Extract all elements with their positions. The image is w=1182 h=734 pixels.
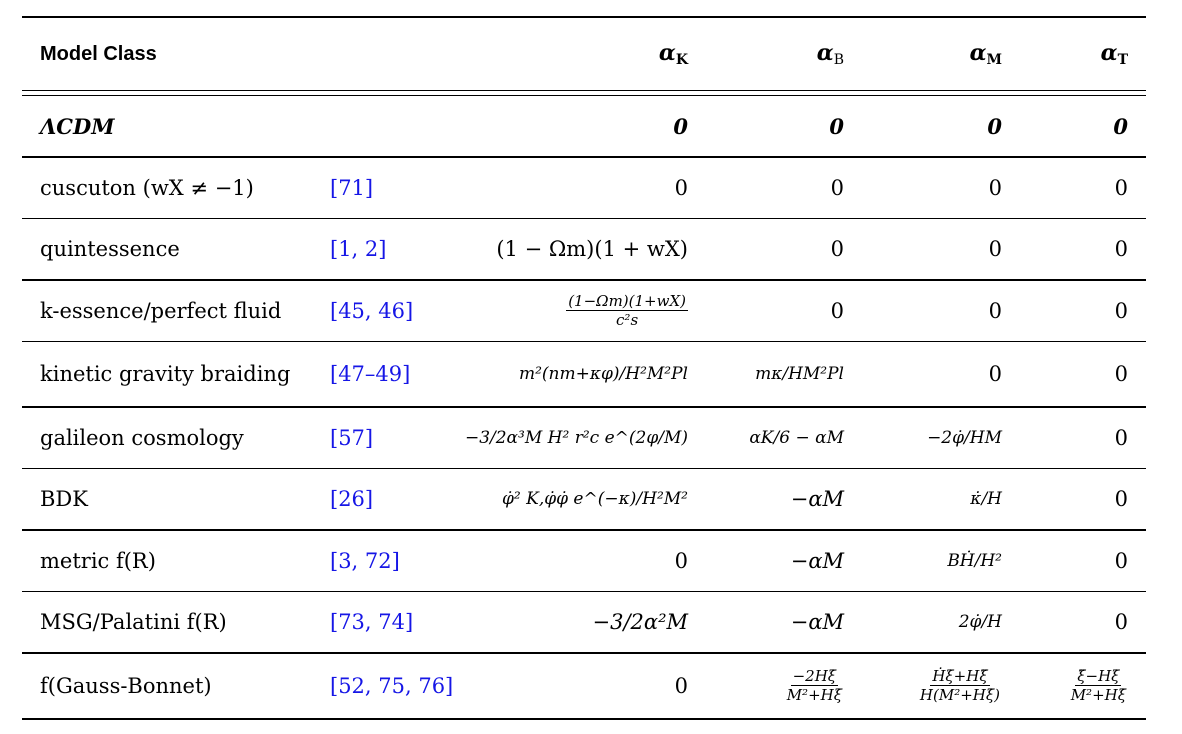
alpha-parameter-table — [22, 16, 1146, 720]
table-row — [22, 592, 1146, 652]
alpha-t-value: 0 — [1114, 175, 1128, 200]
reference-link[interactable]: [3, 72] — [330, 548, 400, 573]
alpha-b-value — [696, 668, 848, 704]
model-name: quintessence — [40, 237, 180, 261]
header-alpha-k: $\alpha_K$ — [658, 40, 688, 68]
alpha-t-value: 0 — [1114, 298, 1128, 323]
model-name: k-essence/perfect fluid — [40, 298, 282, 323]
table-row — [22, 531, 1146, 591]
alpha-t-value: 0 — [1114, 487, 1128, 511]
model-name: cuscuton (wX ≠ −1) — [40, 175, 254, 200]
alpha-t-fraction — [1069, 668, 1128, 704]
model-name: kinetic gravity braiding — [40, 362, 291, 386]
table-row — [22, 158, 1146, 218]
alpha-k-value: 0 — [673, 113, 688, 139]
table-row — [22, 219, 1146, 279]
reference-link[interactable]: [45, 46] — [330, 298, 414, 323]
alpha-b-value: −αM — [790, 487, 844, 511]
reference-link[interactable]: [57] — [330, 425, 374, 450]
alpha-t-value: 0 — [1114, 610, 1128, 634]
alpha-t-value — [1010, 668, 1146, 704]
fraction-denominator: M²+Hξ̇ — [1070, 686, 1126, 704]
alpha-t-value: 0 — [1113, 113, 1128, 139]
alpha-t-value: 0 — [1114, 362, 1128, 386]
bottom-rule — [22, 718, 1146, 720]
alpha-m-value: 0 — [988, 175, 1002, 200]
table-row — [22, 408, 1146, 468]
model-name: f(Gauss-Bonnet) — [40, 673, 212, 698]
fraction-numerator: Ḣξ̇+Hξ̈ — [932, 666, 988, 685]
alpha-m-value: 0 — [988, 237, 1002, 261]
alpha-b-value: −αM — [790, 610, 844, 634]
fraction-denominator: M²+Hξ̇ — [786, 686, 842, 704]
alpha-m-value: κ̇/H — [970, 489, 1002, 509]
alpha-k-value: φ̇² K,φ̇φ̇ e^(−κ)/H²M² — [502, 489, 688, 509]
alpha-m-value: 0 — [988, 362, 1002, 386]
alpha-m-value: 0 — [988, 298, 1002, 323]
alpha-t-value: 0 — [1114, 237, 1128, 261]
alpha-k-value: 0 — [674, 175, 688, 200]
alpha-k-value: 0 — [674, 548, 688, 573]
alpha-k-value: −3/2α³M H² r²c e^(2φ/M) — [464, 427, 688, 448]
reference-link[interactable]: [52, 75, 76] — [330, 673, 454, 698]
alpha-b-value: 0 — [830, 175, 844, 200]
alpha-m-fraction — [918, 668, 1002, 704]
alpha-b-value: 0 — [830, 237, 844, 261]
alpha-k-value — [442, 293, 696, 329]
alpha-k-value: m²(nm+κφ)/H²M²Pl — [518, 364, 688, 384]
reference-link[interactable]: [47–49] — [330, 362, 411, 386]
alpha-t-value: 0 — [1114, 425, 1128, 450]
alpha-k-value: −3/2α²M — [592, 610, 688, 634]
fraction-denominator: H(M²+Hξ̇) — [919, 686, 1000, 704]
header-model-class: Model Class — [40, 42, 157, 65]
model-name: galileon cosmology — [40, 425, 244, 450]
table-row — [22, 654, 1146, 718]
alpha-b-fraction — [785, 668, 844, 704]
alpha-m-value: 2φ̇/H — [958, 612, 1002, 632]
alpha-k-fraction — [566, 293, 688, 329]
alpha-m-value: 0 — [987, 113, 1002, 139]
reference-link[interactable]: [1, 2] — [330, 237, 387, 261]
alpha-b-value: 0 — [829, 113, 844, 139]
alpha-k-value: (1 − Ωm)(1 + wX) — [496, 237, 688, 261]
reference-link[interactable]: [26] — [330, 487, 374, 511]
reference-link[interactable]: [71] — [330, 175, 374, 200]
fraction-denominator: c²s — [616, 311, 639, 329]
header-alpha-m: $\alpha_M$ — [969, 40, 1002, 68]
alpha-b-value: −αM — [790, 548, 844, 573]
model-name: metric f(R) — [40, 548, 156, 573]
alpha-m-value: BḢ/H² — [947, 550, 1002, 571]
model-name: ΛCDM — [40, 113, 115, 139]
alpha-k-value: 0 — [674, 673, 688, 698]
header-row — [22, 18, 1146, 90]
header-alpha-b: $\alpha_B$ — [816, 40, 844, 68]
alpha-b-value: mκ/HM²Pl — [755, 364, 844, 384]
alpha-b-value: 0 — [830, 298, 844, 323]
header-alpha-t: $\alpha_T$ — [1100, 40, 1128, 68]
reference-link[interactable]: [73, 74] — [330, 610, 414, 634]
fraction-numerator: (1−Ωm)(1+wX) — [568, 291, 686, 310]
model-name: MSG/Palatini f(R) — [40, 610, 227, 634]
alpha-b-value: αK/6 − αM — [749, 427, 844, 448]
alpha-m-value: −2φ̇/HM — [927, 427, 1002, 448]
table-row — [22, 281, 1146, 341]
model-name: BDK — [40, 487, 88, 511]
table-row — [22, 342, 1146, 406]
alpha-t-value: 0 — [1114, 548, 1128, 573]
lcdm-row — [22, 96, 1146, 156]
table-row — [22, 469, 1146, 529]
fraction-numerator: −2Hξ̇ — [792, 666, 837, 685]
alpha-m-value — [848, 668, 1010, 704]
fraction-numerator: ξ̈−Hξ̇ — [1077, 666, 1120, 685]
